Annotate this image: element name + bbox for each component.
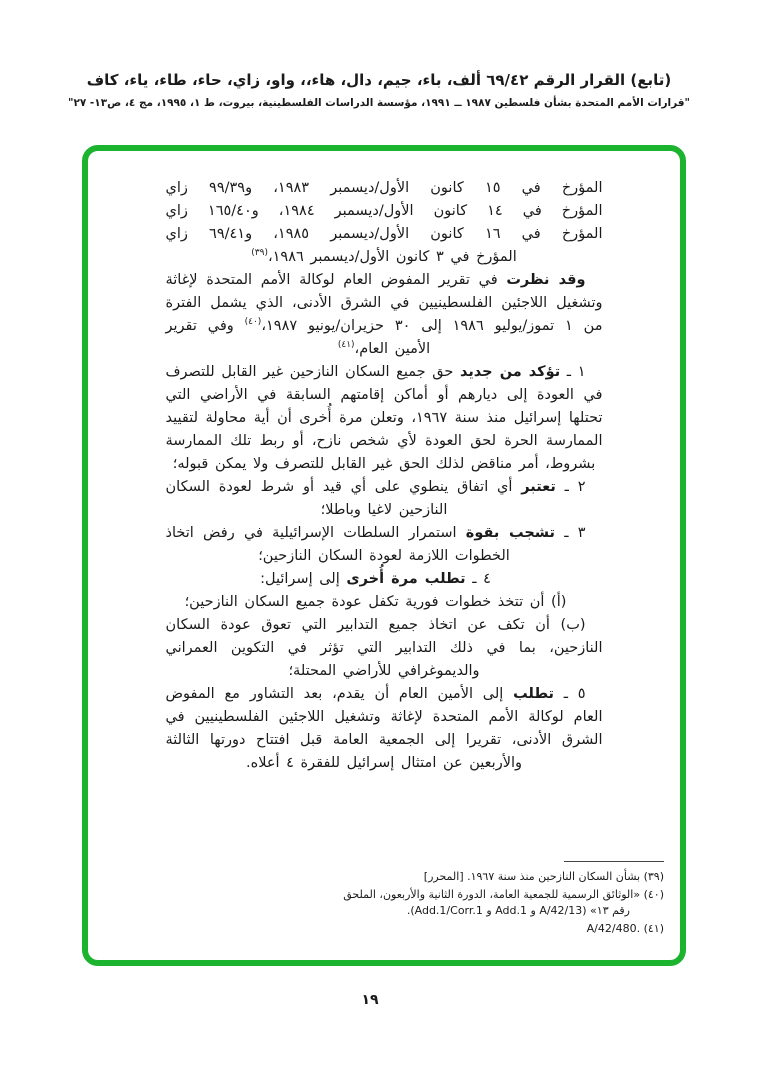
dated-resolutions-list (166, 177, 603, 269)
dated-resolution-line (166, 223, 603, 246)
text-segment: المؤرخ في ١٦ كانون الأول/ديسمبر ١٩٨٥، و٦٩/٤١ زاي (165, 226, 603, 242)
text-segment: ٥ ـ (553, 686, 586, 702)
text-segment: تطلب (513, 686, 554, 702)
text-segment: إلى الأمين العام أن يقدم، بعد التشاور مع المفوض العام لوكالة الأمم المتحدة لإغاثة وتشغيل اللاجئين الفلسطينيين في الشرق الأدنى، تقريرا إلى الجمعية العامة قبل افتتاح دورتها الثالثة والأربعين عن امتثال إسرائيل للفقرة ٤ أعلاه. (165, 686, 603, 771)
text-segment: A/42/480. (586, 921, 641, 935)
footnote-item (332, 869, 664, 886)
resolution-text-block (166, 177, 603, 775)
source-citation: "قرارات الأمم المتحدة بشأن فلسطين ١٩٨٧ ــ ١٩٩١، مؤسسة الدراسات الفلسطينية، بيروت، ط ١، ١٩٩٥، مج ٤، ص١٣- ٢٧" (67, 97, 691, 109)
text-segment: المؤرخ في ١٤ كانون الأول/ديسمبر ١٩٨٤، و١٦٥/٤٠ زاي (165, 203, 603, 219)
footnote-reference: (٤١) (337, 340, 355, 351)
text-segment: ٢ ـ (555, 479, 586, 495)
footnotes-section (332, 861, 664, 938)
text-segment: تعتبر (521, 479, 556, 495)
text-segment: المؤرخ في ٣ كانون الأول/ديسمبر ١٩٨٦، (267, 249, 517, 265)
text-segment: ٣ ـ (555, 525, 586, 541)
footnote-marker: (٤٠) (640, 887, 664, 901)
resolution-paragraph (166, 614, 603, 683)
footnote-item (332, 921, 664, 938)
text-segment: تطلب مرة أُخرى (346, 571, 466, 587)
text-segment: ٤ ـ (465, 571, 491, 587)
resolution-paragraph (166, 522, 603, 568)
footnote-list (332, 869, 664, 937)
dated-resolution-line (166, 200, 603, 223)
text-segment: إلى إسرائيل: (260, 571, 347, 587)
resolution-title: (تابع) القرار الرقم ٦٩/٤٢ ألف، باء، جيم، دال، هاء،، واو، زاي، حاء، طاء، ياء، كاف (86, 71, 672, 89)
resolution-paragraph (166, 269, 603, 361)
footnote-marker: (٤١) (640, 921, 664, 935)
text-segment: وقد نظرت (506, 272, 586, 288)
text-segment: (أ) أن تتخذ خطوات فورية تكفل عودة جميع السكان النازحين؛ (184, 594, 567, 610)
text-segment: تشجب بقوة (465, 525, 555, 541)
footnote-marker: (٣٩) (640, 870, 664, 883)
dated-resolution-line (166, 177, 603, 200)
text-segment: تؤكد من جديد (459, 364, 561, 380)
text-segment: أي اتفاق ينطوي على أي قيد أو شرط لعودة السكان النازحين لاغيا وباطلا؛ (165, 479, 522, 518)
text-segment: حق جميع السكان النازحين غير القابل للتصرف في العودة إلى ديارهم أو أماكن إقامتهم السابقة في الأراضي التي تحتلها إسرائيل منذ سنة ١٩٦٧، وتعلن مرة أُخرى أن أية محاولة لتقييد الممارسة الحرة لحق العودة لأي شخص نازح، أو ربط تلك الممارسة بشروط، أمر مناقض لذلك الحق غير القابل للتصرف ولا يمكن قبوله؛ (165, 364, 603, 472)
text-segment: (ب) أن تكف عن اتخاذ جميع التدابير التي تعوق عودة السكان النازحين، بما في ذلك التدابير التي تؤثر في التكوين العمراني والديموغرافي للأراضي المحتلة؛ (165, 617, 603, 679)
resolution-paragraph (166, 591, 603, 614)
text-segment: في تقرير المفوض العام لوكالة الأمم المتحدة لإغاثة وتشغيل اللاجئين الفلسطينيين في الشرق الأدنى، الذي يشمل الفترة من ١ تموز/يوليو ١٩٨٦ إلى ٣٠ حزيران/يونيو ١٩٨٧، (165, 272, 603, 334)
footnote-separator (564, 861, 664, 862)
text-segment: وفي تقرير الأمين العام، (165, 318, 431, 357)
resolution-paragraph (166, 683, 603, 775)
footnote-reference: (٤٠) (244, 317, 262, 328)
content-border-box (82, 145, 686, 966)
page-number: ١٩ (361, 992, 379, 1008)
text-segment: المؤرخ في ١٥ كانون الأول/ديسمبر ١٩٨٣، و٩٩/٣٩ زاي (165, 180, 603, 196)
resolution-paragraph (166, 361, 603, 476)
footnote-reference: (٣٩) (251, 248, 268, 259)
text-segment: ١ ـ (560, 364, 586, 380)
resolution-paragraphs (166, 269, 603, 775)
resolution-paragraph (166, 568, 603, 591)
text-segment: استمرار السلطات الإسرائيلية في رفض اتخاذ الخطوات اللازمة لعودة السكان النازحين؛ (165, 525, 510, 564)
text-segment: بشأن السكان النازحين منذ سنة ١٩٦٧. [المحرر] (423, 870, 641, 883)
document-header (0, 70, 758, 110)
text-segment: «الوثائق الرسمية للجمعية العامة، الدورة الثانية والأربعون، الملحق رقم ١٣» (A/42/13 و Add.1 و Add.1/Corr.1). (343, 887, 641, 917)
footnote-item (332, 887, 664, 920)
resolution-paragraph (166, 476, 603, 522)
dated-resolution-line (166, 246, 603, 269)
